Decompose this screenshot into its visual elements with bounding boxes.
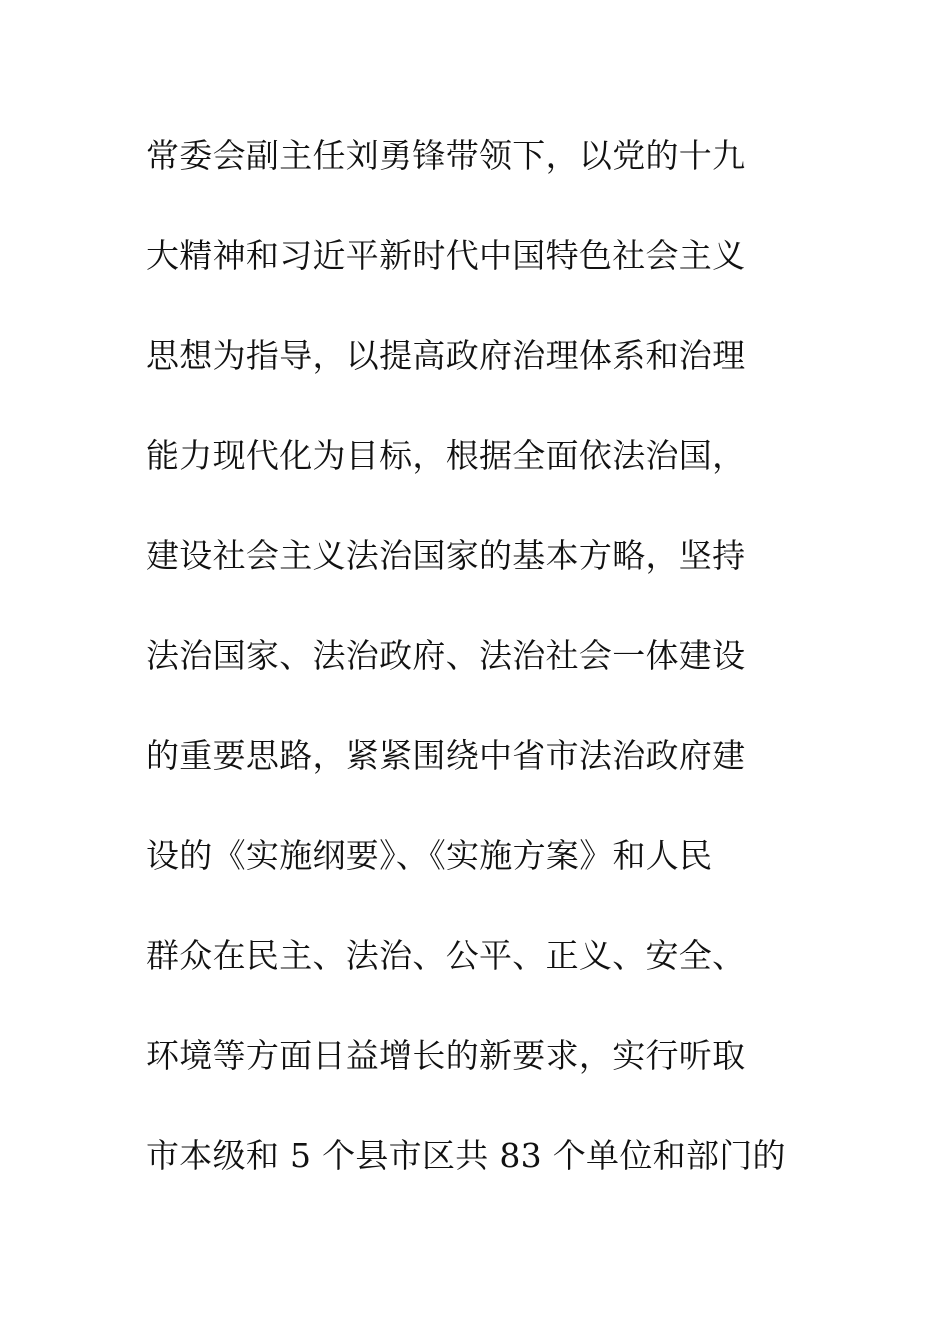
- text-line-5: 建设社会主义法治国家的基本方略，坚持: [146, 536, 746, 575]
- text-line-2: 大精神和习近平新时代中国特色社会主义: [146, 236, 746, 275]
- text-line-6: 法治国家、法治政府、法治社会一体建设: [146, 636, 746, 675]
- text-line-3: 思想为指导，以提高政府治理体系和治理: [146, 336, 746, 375]
- text-line-9: 群众在民主、法治、公平、正义、安全、: [146, 936, 746, 975]
- text-line-7: 的重要思路，紧紧围绕中省市法治政府建: [146, 736, 746, 775]
- body-paragraph: [146, 126, 826, 1226]
- text-line-4: 能力现代化为目标，根据全面依法治国，: [146, 436, 746, 475]
- text-line-8: 设的《实施纲要》、《实施方案》和人民: [146, 836, 713, 875]
- text-line-10: 环境等方面日益增长的新要求，实行听取: [146, 1036, 746, 1075]
- text-line-11: 市本级和 5 个县市区共 83 个单位和部门的: [146, 1136, 786, 1175]
- text-line-1: 常委会副主任刘勇锋带领下，以党的十九: [146, 136, 746, 175]
